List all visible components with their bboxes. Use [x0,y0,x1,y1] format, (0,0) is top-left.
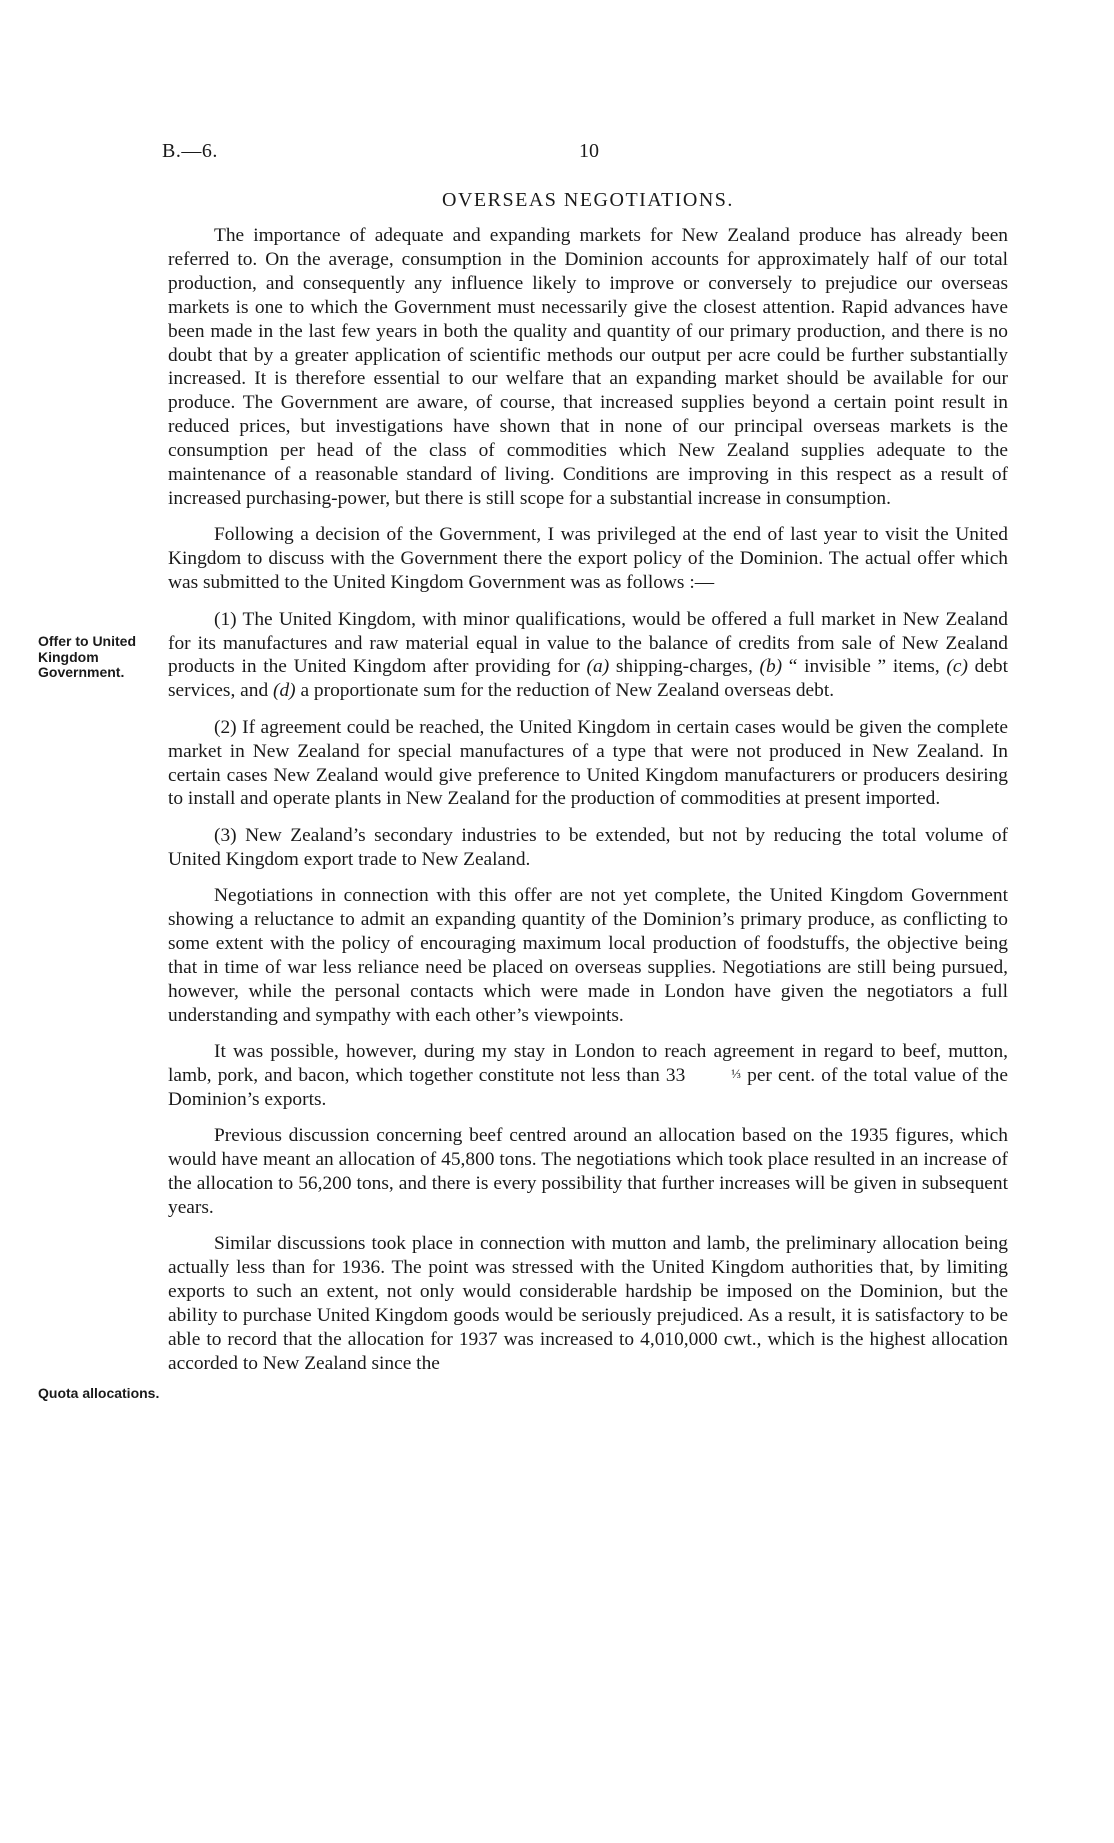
margin-note-quota: Quota allocations. [38,1385,160,1401]
agreement-text: per cent. of the total value of the Dominion’s exports. [168,1065,1008,1110]
paragraph-negotiations: Negotiations in connection with this offer are not yet complete, the United Kingdom Government showing a reluctance to admit an expanding quantity of the Dominion’s primary produce, as conflicting to some extent with the policy of encouraging maximum local production of foodstuffs, the objective being that in time of war less reliance need be placed on overseas supplies. Negotiations are still being pursued, however, while the personal contacts which were made in London have given the negotiators a full understanding and sympathy with each other’s viewpoints. [168,885,1008,1026]
page-number: 10 [579,140,599,162]
item-label-d: (d) [273,680,296,702]
section-title: OVERSEAS NEGOTIATIONS. [442,189,734,211]
paragraph-markets: The importance of adequate and expanding markets for New Zealand produce has already been referred to. On the average, consumption in the Dominion accounts for approximately half of our total production, and consequently any influence likely to improve or conversely to prejudice our overseas markets is one to which the Government must necessarily give the closest attention. Rapid advances have been made in the last few years in both the quality and quantity of our primary production, and there is no doubt that by a greater application of scientific methods our output per acre could be further substantially increased. It is therefore essential to our welfare that an expanding market should be available for our produce. The Government are aware, of course, that increased supplies beyond a certain point result in reduced prices, but investigations have shown that in none of our principal overseas markets is the consumption per head of the class of commodities which New Zealand supplies adequate to the maintenance of a reasonable standard of living. Conditions are improving in this respect as a result of increased purchasing-power, but there is still scope for a substantial increase in consumption. [168,225,1008,509]
paragraph-offer: Following a decision of the Government, I was privileged at the end of last year to visit the United Kingdom to discuss with the Government there the export policy of the Dominion. The actual offer which was submitted to the United Kingdom Government was as follows :— [168,524,1008,594]
offer-item-3: (3) New Zealand’s secondary industries to be extended, but not by reducing the total volume of United Kingdom export trade to New Zealand. [168,824,1008,870]
offer-item-1-text: (1) The United Kingdom, with minor qualifications, would be offered a full market in New Zealand for its manufactures and raw material equal in value to the balance of credits from sale of New Zealand products in the United Kingdom after providing for [168,608,1008,678]
body-text [168,224,1008,1388]
item-label-b: (b) [759,656,783,678]
offer-item-1-text: a proportionate sum for the reduction of New Zealand overseas debt. [295,680,835,702]
fraction-one-third: ⅓ [731,1066,742,1081]
agreement-text: It was possible, however, during my stay in London to reach agreement in regard to beef, mutton, lamb, pork, and bacon, which together constitute not less than 33 [168,1041,1008,1086]
offer-item-1-text: shipping-charges, [609,656,760,678]
item-label-c: (c) [946,656,968,678]
item-label-a: (a) [586,656,610,678]
offer-item-2: (2) If agreement could be reached, the United Kingdom in certain cases would be given the complete market in New Zealand for special manufactures of a type that were not produced in New Zealand. In certain cases New Zealand would give preference to United Kingdom manufacturers or producers desiring to install and operate plants in New Zealand for the production of commodities at present imported. [168,716,1008,810]
offer-item-1-text: debt services, and [168,656,1008,702]
paragraph-mutton-lamb: Similar discussions took place in connection with mutton and lamb, the preliminary allocation being actually less than for 1936. The point was stressed with the United Kingdom authorities that, by limiting exports to such an extent, not only would considerable hardship be imposed on the Dominion, but the ability to purchase United Kingdom goods would be seriously prejudiced. As a result, it is satisfactory to be able to record that the allocation for 1937 was increased to 4,010,000 cwt., which is the highest allocation accorded to New Zealand since the [168,1233,1008,1374]
document-reference: B.—6. [162,140,218,162]
paragraph-beef: Previous discussion concerning beef centred around an allocation based on the 1935 figures, which would have meant an allocation of 45,800 tons. The negotiations which took place resulted in an increase of the allocation to 56,200 tons, and there is every possibility that further increases will be given in subsequent years. [168,1125,1008,1219]
offer-item-1-text: “ invisible ” items, [782,656,947,678]
offer-item-1 [168,608,1008,704]
margin-note-offer: Offer to United Kingdom Government. [38,633,136,680]
paragraph-agreement [168,1040,1008,1112]
